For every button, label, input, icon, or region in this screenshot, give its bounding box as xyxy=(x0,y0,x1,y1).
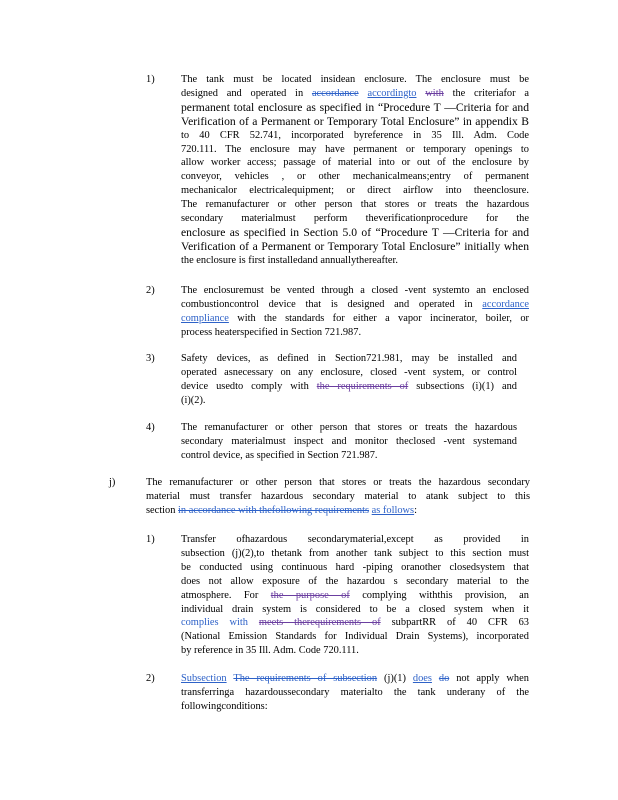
text-line: Verification of a Permanent or Temporary Total Enclosure” in appendix B xyxy=(181,114,529,128)
text-line: 720.111. The enclosure may have permanent or temporary openings to xyxy=(181,143,529,155)
text-run: atmosphere. For xyxy=(181,589,259,601)
text-line: The tank must be located insidean enclosure. The enclosure must be xyxy=(181,74,529,85)
text-line: transferringa hazardoussecondary materialto the tank underany of the xyxy=(181,686,529,698)
deleted-text: the requirements of xyxy=(316,380,409,392)
item-number: 2) xyxy=(146,673,155,684)
text-line: Transfer ofhazardous secondarymaterial,except as provided in xyxy=(181,534,529,545)
text-run: with the standards for either a vapor incinerator, boiler, or xyxy=(237,312,529,324)
item-j-text xyxy=(146,476,530,518)
text-line xyxy=(181,298,529,312)
text-run: not apply when xyxy=(456,673,529,684)
text-run: designed and operated in xyxy=(181,87,304,99)
item-3-text xyxy=(181,352,517,408)
text-line: operated asnecessary on any enclosure, closed -vent system, or control xyxy=(181,366,517,378)
text-line: material must transfer hazardous secondary material to atank subject to this xyxy=(146,490,530,502)
text-run: (j)(1) xyxy=(384,673,406,684)
text-line: permanent total enclosure as specified in “Procedure T —Criteria for and xyxy=(181,100,529,114)
item-number: j) xyxy=(109,477,116,488)
text-run: combustioncontrol device that is designed and operated in xyxy=(181,298,473,310)
text-line: The remanufacturer or other person that stores or treats the hazardous xyxy=(181,422,517,433)
inserted-text: does xyxy=(412,673,432,684)
inserted-text: as follows xyxy=(371,504,415,516)
item-number: 4) xyxy=(146,422,155,433)
text-line: allow worker access; passage of material into or out of the enclosure by xyxy=(181,157,529,169)
text-line: individual drain system is considered to be a closed system when it xyxy=(181,603,529,615)
text-line: (i)(2). xyxy=(181,394,206,406)
deleted-text: with xyxy=(425,87,444,99)
text-line: The remanufacturer or other person that stores or treats the hazardous secondary xyxy=(146,477,530,488)
text-line: does not allow exposure of the hazardou s secondary material to the xyxy=(181,575,529,587)
text-line xyxy=(181,312,529,326)
inserted-text: accordingto xyxy=(367,87,417,99)
text-line: Verification of a Permanent or Temporary Total Enclosure” initially when xyxy=(181,239,529,253)
item-number: 1) xyxy=(146,74,155,85)
item-number: 2) xyxy=(146,285,155,296)
text-line: followingconditions: xyxy=(181,700,268,712)
text-run: complying withthis provision, an xyxy=(362,589,529,601)
text-line: enclosure as specified in Section 5.0 of “Procedure T —Criteria for and xyxy=(181,225,529,239)
text-line: secondary materialmust perform theverificationprocedure for the xyxy=(181,213,529,225)
deleted-text: accordance xyxy=(311,87,359,99)
text-line: mechanicalor electricalequipment; or direct airflow into theenclosure. xyxy=(181,185,529,197)
item-4-text xyxy=(181,421,517,463)
deleted-text: the purpose of xyxy=(270,589,350,601)
text-run: subpartRR of 40 CFR 63 xyxy=(391,617,529,629)
text-line xyxy=(181,380,517,394)
text-line: by reference in 35 Ill. Adm. Code 720.111. xyxy=(181,645,359,657)
deleted-text: in accordance with thefollowing requirements xyxy=(178,504,370,516)
text-line: process heaterspecified in Section 721.987. xyxy=(181,326,362,338)
text-line: subsection (j)(2),to thetank from another tank subject to this section must xyxy=(181,547,529,559)
text-line: to 40 CFR 52.741, incorporated byreference in 35 Ill. Adm. Code xyxy=(181,129,529,141)
inserted-text: complies with xyxy=(181,617,248,629)
text-run: device usedto comply with xyxy=(181,380,309,392)
item-number: 3) xyxy=(146,353,155,364)
text-run: : xyxy=(414,504,417,516)
subitem-2-text xyxy=(181,672,529,714)
text-line: be conducted using continuous hard -piping oranother closedsystem that xyxy=(181,561,529,573)
text-run: the criteriafor a xyxy=(452,87,529,99)
deleted-text: do xyxy=(438,673,450,684)
text-line: Safety devices, as defined in Section721.981, may be installed and xyxy=(181,353,517,364)
text-line: secondary materialmust inspect and monitor theclosed -vent systemand xyxy=(181,435,517,447)
inserted-text: Subsection xyxy=(181,673,227,684)
text-line xyxy=(181,87,529,101)
deleted-text: meets therequirements of xyxy=(258,617,381,629)
item-1-text xyxy=(181,73,529,268)
text-line: The enclosuremust be vented through a closed -vent systemto an enclosed xyxy=(181,285,529,296)
text-line: conveyor, vehicles , or other mechanicalmeans;entry of permanent xyxy=(181,171,529,183)
text-line xyxy=(146,504,530,518)
text-run: subsections (i)(1) and xyxy=(416,380,517,392)
text-line: the enclosure is first installedand annuallythereafter. xyxy=(181,254,398,266)
text-line: The remanufacturer or other person that stores or treats the hazardous xyxy=(181,199,529,211)
text-line: (National Emission Standards for Individual Drain Systems), incorporated xyxy=(181,631,529,643)
inserted-text: compliance xyxy=(181,312,229,324)
inserted-text: accordance xyxy=(482,298,529,310)
item-number: 1) xyxy=(146,534,155,545)
text-line xyxy=(181,616,529,630)
text-line: control device, as specified in Section 721.987. xyxy=(181,449,378,461)
text-line xyxy=(181,672,529,686)
text-line xyxy=(181,589,529,603)
deleted-text: The requirements of subsection xyxy=(233,673,378,684)
subitem-1-text xyxy=(181,533,529,658)
item-2-text xyxy=(181,284,529,340)
text-run: section xyxy=(146,504,176,516)
